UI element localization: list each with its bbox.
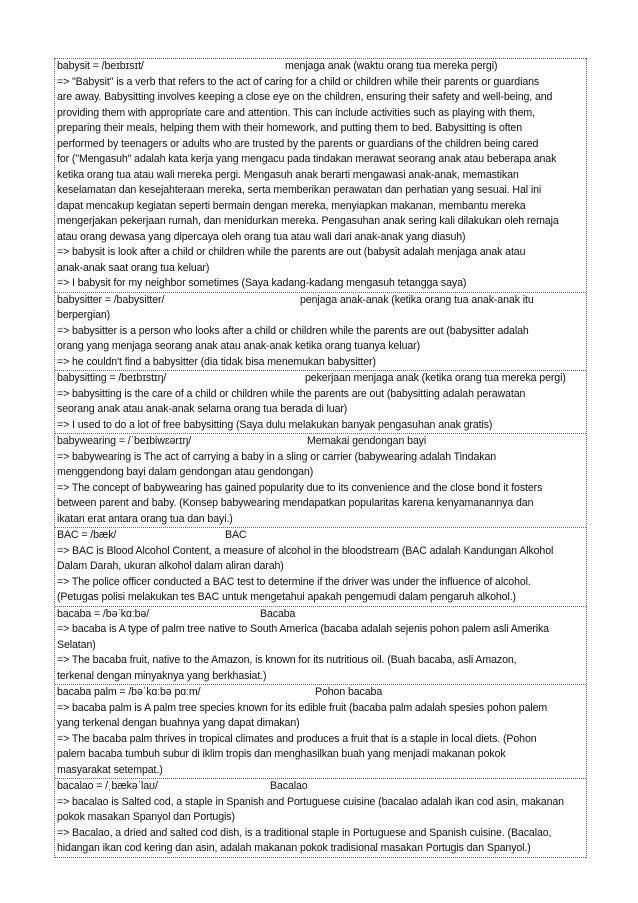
- entry-translation: penjaga anak-anak (ketika orang tua anak-anak itu: [300, 293, 534, 306]
- entry-text-line: keselamatan dan kesejahteraan mereka, serta memberikan perawatan dan perhatian yang sesuai. Hal ini: [57, 184, 542, 196]
- entry-text-line: seorang anak atau anak-anak selama orang tua berada di luar): [57, 403, 348, 415]
- entry-text-line: for ("Mengasuh" adalah kata kerja yang mengacu pada tindakan merawat seorang anak atau beberapa anak: [57, 153, 557, 165]
- entry-text-line: yang terkenal dengan buahnya yang dapat dimakan): [57, 717, 300, 729]
- entry-text-line: terkenal dengan minyaknya yang berkhasiat.): [57, 669, 267, 682]
- entry-word: bacaba palm = /bəˈkɑːbə pɑːm/: [57, 686, 201, 698]
- dictionary-entry: [55, 606, 586, 685]
- entry-text-line: anak-anak saat orang tua keluar): [57, 261, 210, 274]
- entry-word: bacalao = /ˌbækəˈlaʊ/: [57, 780, 158, 792]
- entry-heading: [55, 528, 586, 544]
- entry-translation: BAC: [225, 529, 247, 541]
- dictionary-entry: [55, 527, 586, 606]
- entry-text-line: => bacaba palm is A palm tree species known for its edible fruit (bacaba palm adalah spesies pohon palem: [57, 701, 548, 714]
- entry-text-line: preparing their meals, helping them with their homework, and putting them to bed. Babysitting is often: [57, 122, 523, 134]
- entry-text-line: => The police officer conducted a BAC test to determine if the driver was under the influence of alcohol.: [57, 575, 531, 588]
- entry-text-line: menggendong bayi dalam gendongan atau gendongan): [57, 466, 314, 478]
- entry-text-line: mengerjakan pekerjaan rumah, dan menidurkan mereka. Pengasuhan anak sering kali dilakukan oleh remaja: [57, 215, 559, 227]
- entry-text-line: atau orang dewasa yang dipercaya oleh orang tua atau wali dari anak-anak yang diasuh): [57, 230, 466, 243]
- entry-text-line: are away. Babysitting involves keeping a close eye on the children, ensuring their safety and well-being, and: [57, 91, 553, 103]
- dictionary-entry: [55, 433, 586, 527]
- entry-heading: [55, 779, 586, 795]
- entry-text-line: providing them with appropriate care and attention. This can include activities such as playing with them,: [57, 106, 535, 119]
- entry-text-line: => bacalao is Salted cod, a staple in Spanish and Portuguese cuisine (bacalao adalah ikan cod asin, makanan: [57, 795, 564, 808]
- entry-translation: Bacalao: [270, 780, 308, 792]
- entry-heading: [55, 371, 586, 387]
- entry-word: babysit = /beɪbɪsɪt/: [57, 60, 144, 72]
- entry-text-line: => bacaba is A type of palm tree native to South America (bacaba adalah sejenis pohon palem asli Amerika: [57, 623, 549, 635]
- dictionary-entry: [55, 684, 586, 778]
- entry-heading: [55, 59, 586, 75]
- entry-text-line: ikatan erat antara orang tua dan bayi.): [57, 512, 233, 525]
- entry-translation: Pohon bacaba: [315, 686, 383, 698]
- vocabulary-document: [54, 58, 587, 858]
- entry-text-line: => I babysit for my neighbor sometimes (Saya kadang-kadang mengasuh tetangga saya): [57, 277, 467, 289]
- entry-word: babysitting = /beɪbɪstɪŋ/: [57, 372, 167, 384]
- dictionary-entry: [55, 370, 586, 433]
- entry-text-line: => he couldn't find a babysitter (dia tidak bisa menemukan babysitter): [57, 355, 376, 368]
- entry-text-line: => Bacalao, a dried and salted cod dish, is a traditional staple in Portuguese and Spanish cuisine. (Bacalao,: [57, 826, 552, 839]
- entry-translation: pekerjaan menjaga anak (ketika orang tua mereka pergi): [305, 372, 566, 384]
- entry-text-line: Selatan): [57, 638, 96, 651]
- entry-text-line: => I used to do a lot of free babysitting (Saya dulu melakukan banyak pengasuhan anak gratis): [57, 418, 493, 431]
- entry-text-line: Dalam Darah, ukuran alkohol dalam aliran darah): [57, 560, 284, 572]
- entry-heading: [55, 293, 586, 309]
- dictionary-entry: [55, 292, 586, 371]
- entry-heading: [55, 685, 586, 701]
- entry-heading: [55, 434, 586, 450]
- dictionary-entry: [55, 778, 586, 858]
- entry-word: BAC = /bæk/: [57, 529, 117, 541]
- entry-text-line: => "Babysit" is a verb that refers to the act of caring for a child or children while their parents or guardians: [57, 75, 540, 88]
- entry-heading: [55, 607, 586, 623]
- entry-text-line: performed by teenagers or adults who are trusted by the parents or guardians of the children being cared: [57, 137, 539, 150]
- entry-text-line: (Petugas polisi melakukan tes BAC untuk mengetahui apakah pengemudi dalam pengaruh alkohol.): [57, 591, 516, 603]
- entry-text-line: hidangan ikan cod kering dan asin, adalah makanan pokok tradisional masakan Portugis dan Spanyol.): [57, 842, 531, 854]
- entry-text-line: => babysitting is the care of a child or children while the parents are out (babysitting adalah perawatan: [57, 387, 526, 400]
- dictionary-entry: [55, 58, 586, 292]
- entry-text-line: => babywearing is The act of carrying a baby in a sling or carrier (babywearing adalah Tindakan: [57, 450, 497, 463]
- entry-text-line: => babysit is look after a child or children while the parents are out (babysit adalah menjaga anak atau: [57, 246, 526, 258]
- entry-text-line: => BAC is Blood Alcohol Content, a measure of alcohol in the bloodstream (BAC adalah Kandungan Alkohol: [57, 544, 554, 557]
- entry-text-line: orang yang menjaga seorang anak atau anak-anak ketika orang tuanya keluar): [57, 340, 421, 352]
- entry-text-line: => The bacaba fruit, native to the Amazon, is known for its nutritious oil. (Buah bacaba, asli Amazon,: [57, 654, 517, 666]
- entry-text-line: => The bacaba palm thrives in tropical climates and produces a fruit that is a staple in local diets. (Pohon: [57, 732, 537, 745]
- entry-text-line: dapat mencakup kegiatan seperti bermain dengan mereka, menyiapkan makanan, membantu mereka: [57, 199, 526, 212]
- entry-text-line: => The concept of babywearing has gained popularity due to its convenience and the close bond it fosters: [57, 481, 543, 494]
- entry-text-line: berpergian): [57, 309, 111, 321]
- entry-translation: menjaga anak (waktu orang tua mereka pergi): [285, 60, 498, 72]
- entry-text-line: pokok masakan Spanyol dan Portugis): [57, 811, 235, 823]
- entry-text-line: between parent and baby. (Konsep babywearing mendapatkan popularitas karena kenyamanannya dan: [57, 497, 534, 509]
- entry-word: babywearing = /ˈbeɪbiwɛərɪŋ/: [57, 435, 192, 447]
- entry-text-line: palem bacaba tumbuh subur di iklim tropis dan menghasilkan buah yang menjadi makanan pokok: [57, 748, 506, 760]
- entry-translation: Memakai gendongan bayi: [307, 435, 427, 447]
- entry-text-line: => babysitter is a person who looks after a child or children while the parents are out (babysitter adalah: [57, 324, 529, 337]
- entry-translation: Bacaba: [260, 607, 296, 620]
- entry-word: babysitter = /babysitter/: [57, 293, 165, 306]
- entry-word: bacaba = /bəˈkɑːbə/: [57, 607, 150, 620]
- entry-text-line: ketika orang tua atau wali mereka pergi. Mengasuh anak berarti mengawasi anak-anak, memastikan: [57, 168, 519, 181]
- entry-text-line: masyarakat setempat.): [57, 763, 163, 776]
